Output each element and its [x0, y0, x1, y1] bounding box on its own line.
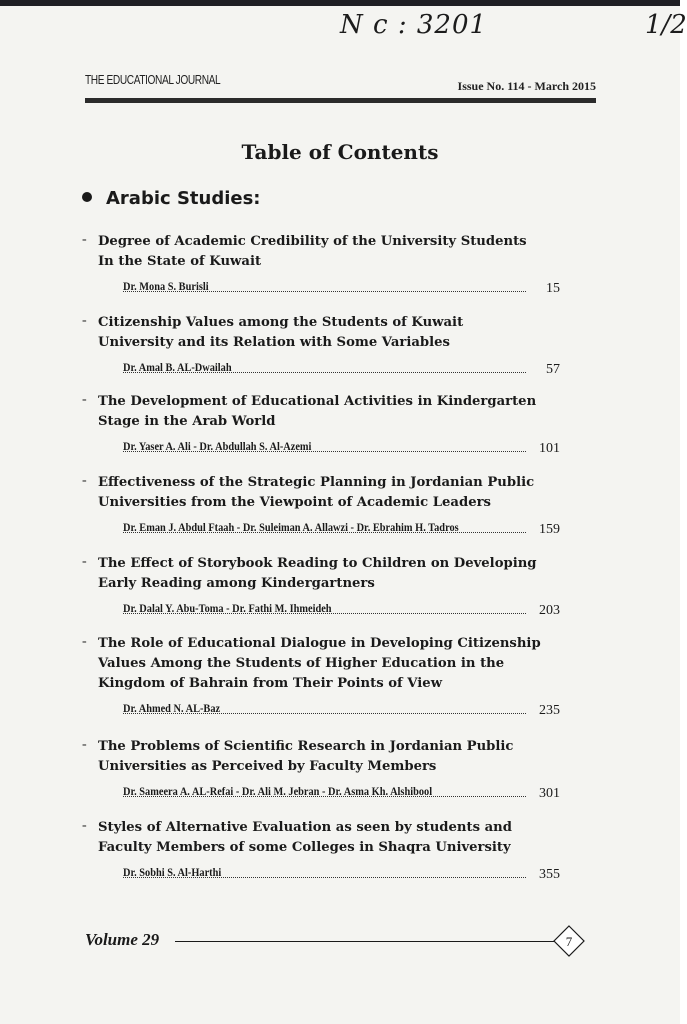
dash-icon: -: [82, 634, 87, 649]
entry-line: [82, 358, 582, 378]
dash-icon: -: [82, 554, 87, 569]
entry-title: The Development of Educational Activities in Kindergarten Stage in the Arab World: [98, 394, 537, 429]
entry-line: [82, 437, 582, 457]
dash-icon: -: [82, 232, 87, 247]
entry-page: 101: [539, 441, 560, 456]
footer-rule: [175, 941, 555, 942]
entry-line: [82, 599, 582, 619]
toc-entry: [82, 737, 582, 802]
entry-title: The Problems of Scientific Research in Jordanian Public Universities as Perceived by Faculty Members: [98, 739, 514, 774]
entry-title: Degree of Academic Credibility of the University Students In the State of Kuwait: [98, 234, 527, 269]
section-heading-label: Arabic Studies:: [106, 188, 261, 209]
toc-entry: [82, 634, 582, 719]
handwritten-page-mark: 1/2: [645, 10, 687, 40]
entry-title: The Effect of Storybook Reading to Children on Developing Early Reading among Kindergartners: [98, 556, 537, 591]
dash-icon: -: [82, 473, 87, 488]
entry-page: 301: [539, 786, 560, 801]
entry-page: 159: [539, 522, 560, 537]
entry-authors: Dr. Ahmed N. AL-Baz: [123, 703, 221, 715]
issue-info: Issue No. 114 - March 2015: [457, 79, 596, 93]
entry-title: Styles of Alternative Evaluation as seen by students and Faculty Members of some Colleges in Shaqra University: [98, 820, 512, 855]
toc-entry: [82, 232, 582, 297]
footer-page-number: 7: [565, 934, 573, 949]
entry-line: [82, 699, 582, 719]
section-heading: [82, 188, 261, 209]
toc-entry: [82, 392, 582, 457]
entry-page: 355: [539, 867, 560, 882]
entry-line: [82, 863, 582, 883]
bullet-icon: [82, 192, 92, 202]
entry-authors: Dr. Mona S. Burisli: [123, 281, 209, 293]
journal-name: THE EDUCATIONAL JOURNAL: [85, 72, 221, 87]
footer-volume: Volume 29: [85, 930, 160, 949]
entry-page: 203: [539, 603, 560, 618]
entry-authors: Dr. Amal B. AL-Dwailah: [123, 362, 232, 374]
toc-entry: [82, 313, 582, 378]
entry-authors: Dr. Sameera A. AL-Refai - Dr. Ali M. Jebran - Dr. Asma Kh. Alshibool: [123, 786, 433, 798]
dash-icon: -: [82, 392, 87, 407]
page-title: Table of Contents: [241, 140, 439, 164]
toc-entry: [82, 473, 582, 538]
entry-line: [82, 277, 582, 297]
toc-entry: [82, 818, 582, 883]
dash-icon: -: [82, 737, 87, 752]
entry-authors: Dr. Sobhi S. Al-Harthi: [123, 867, 222, 879]
entry-page: 15: [546, 281, 560, 296]
entry-authors: Dr. Eman J. Abdul Ftaah - Dr. Suleiman A. Allawzi - Dr. Ebrahim H. Tadros: [123, 522, 459, 534]
entry-title: Citizenship Values among the Students of Kuwait University and its Relation with Some Variables: [98, 315, 464, 350]
entry-page: 235: [539, 703, 560, 718]
scan-top-edge: [0, 0, 680, 6]
entry-page: 57: [546, 362, 560, 377]
handwritten-catalog-code: N c : 3201: [340, 10, 488, 40]
entry-authors: Dr. Yaser A. Ali - Dr. Abdullah S. Al-Azemi: [123, 441, 312, 453]
entry-line: [82, 782, 582, 802]
dash-icon: -: [82, 818, 87, 833]
entry-title: The Role of Educational Dialogue in Developing Citizenship Values Among the Students of Higher Education in the Kingdom of Bahrain from Their Points of View: [98, 636, 541, 691]
toc-entry: [82, 554, 582, 619]
entry-line: [82, 518, 582, 538]
entry-title: Effectiveness of the Strategic Planning in Jordanian Public Universities from the Viewpoint of Academic Leaders: [98, 475, 535, 510]
entry-authors: Dr. Dalal Y. Abu-Toma - Dr. Fathi M. Ihmeideh: [123, 603, 332, 615]
header-rule: [85, 98, 596, 103]
dash-icon: -: [82, 313, 87, 328]
